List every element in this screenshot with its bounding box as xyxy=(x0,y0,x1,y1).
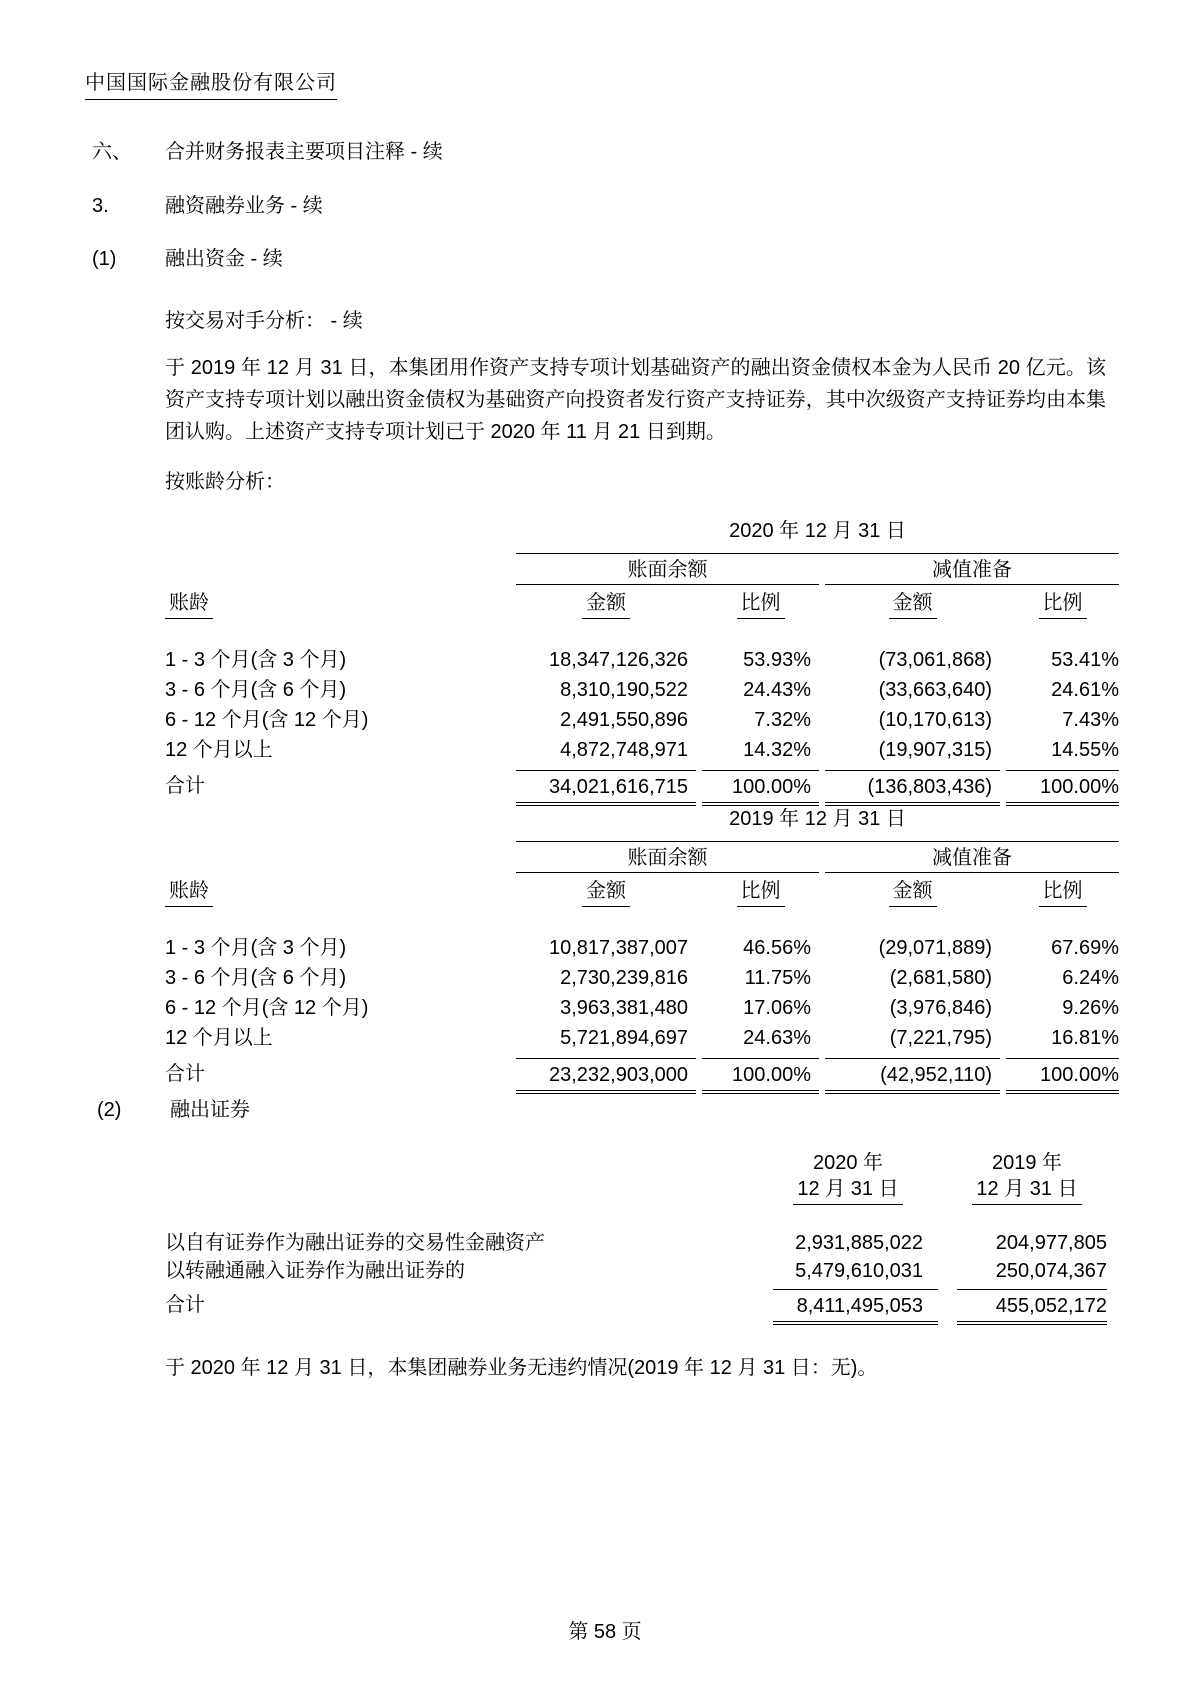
total-row xyxy=(165,1058,1119,1094)
ratio-cell: 24.63% xyxy=(743,1027,811,1049)
amount-cell: 8,310,190,522 xyxy=(560,679,688,701)
total-2019: 455,052,172 xyxy=(957,1289,1107,1325)
amount-cell: (3,976,846) xyxy=(889,997,992,1019)
item2-number: (2) xyxy=(97,1099,122,1121)
table-row xyxy=(165,963,1119,993)
securities-table xyxy=(165,1146,1107,1325)
row-label: 12 个月以上 xyxy=(165,739,273,761)
total-2020: 8,411,495,053 xyxy=(773,1289,938,1325)
ratio-cell: 14.55% xyxy=(1051,739,1119,761)
amount-cell: 10,817,387,007 xyxy=(548,937,688,959)
total-amount: (136,803,436) xyxy=(825,770,1000,806)
item1-title: 融出资金 - 续 xyxy=(165,248,283,270)
group-header-impairment: 减值准备 xyxy=(825,554,1119,585)
row-label: 3 - 6 个月(含 6 个月) xyxy=(165,967,347,989)
date-header-2020: 12 月 31 日 xyxy=(773,1176,938,1205)
total-label: 合计 xyxy=(165,1063,205,1085)
group-header-book-balance: 账面余额 xyxy=(516,842,819,873)
value-2020: 5,479,610,031 xyxy=(795,1260,923,1282)
total-ratio: 100.00% xyxy=(1006,1058,1119,1094)
table-row xyxy=(165,645,1119,675)
ratio-cell: 6.24% xyxy=(1062,967,1119,989)
total-ratio: 100.00% xyxy=(702,770,819,806)
group-header-book-balance: 账面余额 xyxy=(516,554,819,585)
value-2019: 204,977,805 xyxy=(995,1232,1107,1254)
row-label: 12 个月以上 xyxy=(165,1027,273,1049)
default-note-paragraph: 于 2020 年 12 月 31 日，本集团融券业务无违约情况(2019 年 12 月 31 日：无)。 xyxy=(165,1357,878,1379)
row-label: 3 - 6 个月(含 6 个月) xyxy=(165,679,347,701)
item2-title: 融出证券 xyxy=(170,1099,250,1121)
ratio-cell: 16.81% xyxy=(1051,1027,1119,1049)
total-ratio: 100.00% xyxy=(1006,770,1119,806)
value-2020: 2,931,885,022 xyxy=(795,1232,923,1254)
row-label: 1 - 3 个月(含 3 个月) xyxy=(165,649,347,671)
column-header-amount: 金额 xyxy=(516,591,696,619)
year-header-2019: 2019 年 xyxy=(991,1152,1063,1174)
ratio-cell: 46.56% xyxy=(743,937,811,959)
column-header-aging: 账龄 xyxy=(165,879,510,907)
row-label: 6 - 12 个月(含 12 个月) xyxy=(165,997,369,1019)
table-row xyxy=(165,1023,1119,1053)
table-row xyxy=(165,735,1119,765)
total-row xyxy=(165,1289,1107,1325)
amount-cell: (33,663,640) xyxy=(878,679,992,701)
row-label: 1 - 3 个月(含 3 个月) xyxy=(165,937,347,959)
table-date-title: 2019 年 12 月 31 日 xyxy=(516,806,1119,842)
total-label: 合计 xyxy=(165,1294,205,1316)
amount-cell: (7,221,795) xyxy=(889,1027,992,1049)
column-header-ratio: 比例 xyxy=(1006,879,1119,907)
ratio-cell: 53.41% xyxy=(1051,649,1119,671)
ratio-cell: 7.43% xyxy=(1062,709,1119,731)
column-header-amount: 金额 xyxy=(516,879,696,907)
total-ratio: 100.00% xyxy=(702,1058,819,1094)
section-note-title: 合并财务报表主要项目注释 - 续 xyxy=(165,141,443,163)
amount-cell: 2,730,239,816 xyxy=(560,967,688,989)
aging-analysis-line: 按账龄分析： xyxy=(165,471,285,493)
ratio-cell: 7.32% xyxy=(754,709,811,731)
ratio-cell: 17.06% xyxy=(743,997,811,1019)
total-amount: (42,952,110) xyxy=(825,1058,1000,1094)
amount-cell: 5,721,894,697 xyxy=(560,1027,688,1049)
table-row xyxy=(165,1229,1107,1257)
date-header-2019: 12 月 31 日 xyxy=(957,1176,1107,1205)
total-amount: 34,021,616,715 xyxy=(516,770,696,806)
total-row xyxy=(165,770,1119,806)
column-header-aging: 账龄 xyxy=(165,591,510,619)
table-date-title: 2020 年 12 月 31 日 xyxy=(516,518,1119,554)
company-name: 中国国际金融股份有限公司 xyxy=(85,70,337,100)
section-business-title: 融资融券业务 - 续 xyxy=(165,195,323,217)
aging-table-2019 xyxy=(165,806,1119,1094)
ratio-cell: 24.61% xyxy=(1051,679,1119,701)
row-label: 以自有证券作为融出证券的交易性金融资产 xyxy=(165,1232,545,1254)
column-header-amount: 金额 xyxy=(825,879,1000,907)
row-label: 6 - 12 个月(含 12 个月) xyxy=(165,709,369,731)
total-label: 合计 xyxy=(165,775,205,797)
section-business-number: 3. xyxy=(92,195,109,217)
ratio-cell: 11.75% xyxy=(744,967,811,989)
item1-number: (1) xyxy=(92,248,117,270)
aging-table-2020 xyxy=(165,518,1119,806)
amount-cell: (73,061,868) xyxy=(878,649,992,671)
table-row xyxy=(165,705,1119,735)
amount-cell: 4,872,748,971 xyxy=(560,739,688,761)
table-row xyxy=(165,993,1119,1023)
ratio-cell: 9.26% xyxy=(1062,997,1119,1019)
column-header-amount: 金额 xyxy=(825,591,1000,619)
amount-cell: 2,491,550,896 xyxy=(560,709,688,731)
amount-cell: (29,071,889) xyxy=(878,937,992,959)
column-header-ratio: 比例 xyxy=(1006,591,1119,619)
amount-cell: 18,347,126,326 xyxy=(548,649,688,671)
counterparty-analysis-line: 按交易对手分析： - 续 xyxy=(165,310,363,332)
ratio-cell: 53.93% xyxy=(743,649,811,671)
ratio-cell: 14.32% xyxy=(743,739,811,761)
value-2019: 250,074,367 xyxy=(995,1260,1107,1282)
amount-cell: (10,170,613) xyxy=(878,709,992,731)
row-label: 以转融通融入证券作为融出证券的 xyxy=(165,1260,465,1282)
abs-plan-paragraph: 于 2019 年 12 月 31 日，本集团用作资产支持专项计划基础资产的融出资金债权本金为人民币 20 亿元。该资产支持专项计划以融出资金债权为基础资产向投资者发行资产支持证券，其中次级资产支持证券均由本集团认购。上述资产支持专项计划已于 2020 年 11 月 21 日到期。 xyxy=(165,357,1106,443)
column-header-ratio: 比例 xyxy=(702,591,819,619)
amount-cell: (2,681,580) xyxy=(889,967,992,989)
amount-cell: (19,907,315) xyxy=(878,739,992,761)
year-header-2020: 2020 年 xyxy=(812,1152,884,1174)
column-header-ratio: 比例 xyxy=(702,879,819,907)
table-row xyxy=(165,1257,1107,1285)
section-note-number: 六、 xyxy=(92,141,132,163)
ratio-cell: 24.43% xyxy=(743,679,811,701)
table-row xyxy=(165,675,1119,705)
table-row xyxy=(165,933,1119,963)
group-header-impairment: 减值准备 xyxy=(825,842,1119,873)
total-amount: 23,232,903,000 xyxy=(516,1058,696,1094)
amount-cell: 3,963,381,480 xyxy=(560,997,688,1019)
page-footer: 第 58 页 xyxy=(568,1621,642,1643)
ratio-cell: 67.69% xyxy=(1051,937,1119,959)
